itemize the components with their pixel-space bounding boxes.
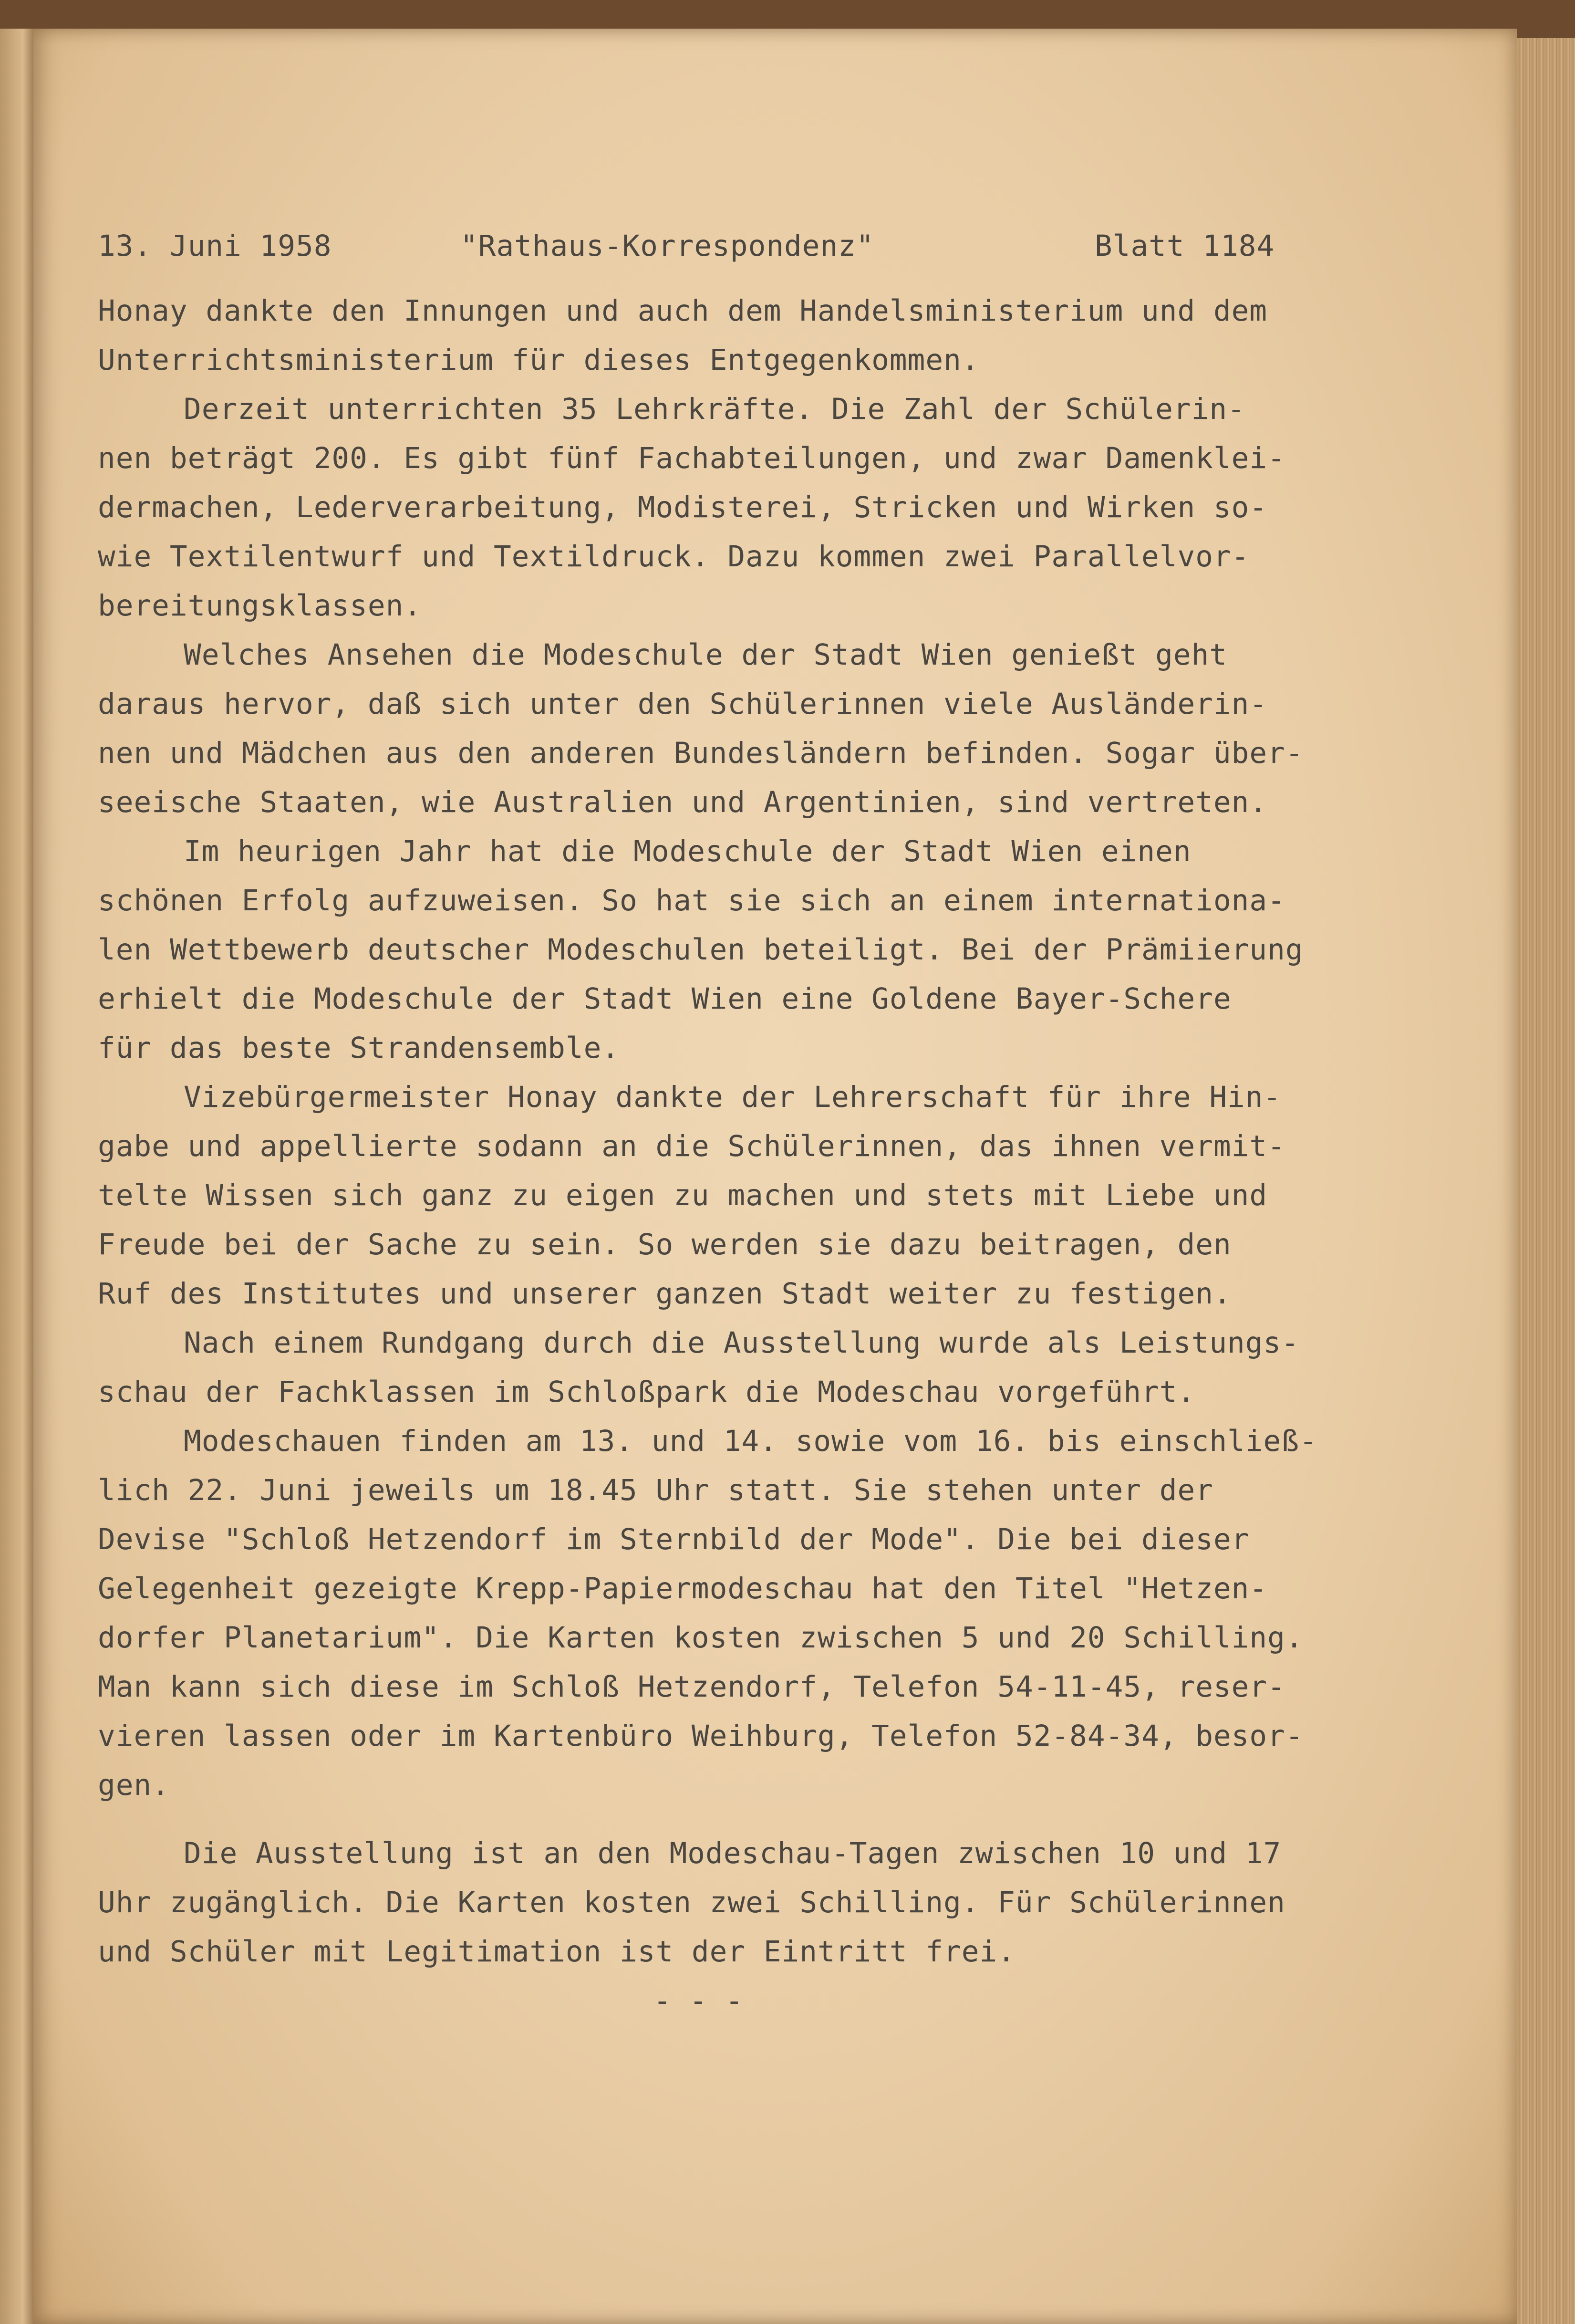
- text-line: Modeschauen finden am 13. und 14. sowie vom 16. bis einschließ-: [184, 1424, 1317, 1458]
- text-line: dorfer Planetarium". Die Karten kosten zwischen 5 und 20 Schilling.: [98, 1621, 1304, 1655]
- page-header: [98, 229, 1424, 277]
- text-line: Im heurigen Jahr hat die Modeschule der Stadt Wien einen: [184, 834, 1192, 868]
- text-line: Honay dankte den Innungen und auch dem Handelsministerium und dem: [98, 294, 1268, 328]
- text-line: lich 22. Juni jeweils um 18.45 Uhr statt. Sie stehen unter der: [98, 1473, 1213, 1507]
- end-mark: - - -: [653, 1984, 744, 2018]
- text-line: nen und Mädchen aus den anderen Bundesländern befinden. Sogar über-: [98, 736, 1304, 770]
- text-line: Nach einem Rundgang durch die Ausstellung wurde als Leistungs-: [184, 1326, 1299, 1360]
- text-line: len Wettbewerb deutscher Modeschulen beteiligt. Bei der Prämiierung: [98, 933, 1304, 967]
- header-sheet-number: Blatt 1184: [1095, 229, 1275, 263]
- text-line: bereitungsklassen.: [98, 589, 422, 623]
- page-stack-edge: [1517, 38, 1575, 2324]
- paragraph-gap: [98, 1810, 1424, 1829]
- text-line: und Schüler mit Legitimation ist der Eintritt frei.: [98, 1935, 1015, 1969]
- text-line: daraus hervor, daß sich unter den Schülerinnen viele Ausländerin-: [98, 687, 1268, 721]
- text-line: Freude bei der Sache zu sein. So werden sie dazu beitragen, den: [98, 1228, 1232, 1261]
- typed-text-block: [98, 229, 1424, 2025]
- text-line: Unterrichtsministerium für dieses Entgegenkommen.: [98, 343, 980, 377]
- text-line: Vizebürgermeister Honay dankte der Lehrerschaft für ihre Hin-: [184, 1080, 1282, 1114]
- text-line: Die Ausstellung ist an den Modeschau-Tagen zwischen 10 und 17: [184, 1836, 1282, 1870]
- text-line: Gelegenheit gezeigte Krepp-Papiermodeschau hat den Titel "Hetzen-: [98, 1572, 1268, 1605]
- text-line: seeische Staaten, wie Australien und Argentinien, sind vertreten.: [98, 785, 1268, 819]
- text-line: wie Textilentwurf und Textildruck. Dazu kommen zwei Parallelvor-: [98, 540, 1250, 573]
- text-line: gen.: [98, 1768, 170, 1802]
- text-line: gabe und appellierte sodann an die Schülerinnen, das ihnen vermit-: [98, 1129, 1285, 1163]
- text-line: telte Wissen sich ganz zu eigen zu machen und stets mit Liebe und: [98, 1178, 1268, 1212]
- text-line: Man kann sich diese im Schloß Hetzendorf, Telefon 54-11-45, reser-: [98, 1670, 1285, 1704]
- text-line: für das beste Strandensemble.: [98, 1031, 620, 1065]
- text-line: erhielt die Modeschule der Stadt Wien eine Goldene Bayer-Schere: [98, 982, 1232, 1016]
- text-line: nen beträgt 200. Es gibt fünf Fachabteilungen, und zwar Damenklei-: [98, 441, 1285, 475]
- text-line: schau der Fachklassen im Schloßpark die Modeschau vorgeführt.: [98, 1375, 1196, 1409]
- text-line: schönen Erfolg aufzuweisen. So hat sie sich an einem internationa-: [98, 884, 1285, 917]
- header-date: 13. Juni 1958: [98, 229, 332, 263]
- text-line: Uhr zugänglich. Die Karten kosten zwei Schilling. Für Schülerinnen: [98, 1886, 1285, 1919]
- text-line: Devise "Schloß Hetzendorf im Sternbild der Mode". Die bei dieser: [98, 1522, 1250, 1556]
- header-title: "Rathaus-Korrespondenz": [460, 229, 874, 263]
- text-line: Welches Ansehen die Modeschule der Stadt Wien genießt geht: [184, 638, 1228, 672]
- text-line: vieren lassen oder im Kartenbüro Weihburg, Telefon 52-84-34, besor-: [98, 1719, 1304, 1753]
- text-line: Ruf des Institutes und unserer ganzen Stadt weiter zu festigen.: [98, 1277, 1232, 1311]
- text-line: dermachen, Lederverarbeitung, Modisterei, Stricken und Wirken so-: [98, 490, 1268, 524]
- text-line: Derzeit unterrichten 35 Lehrkräfte. Die Zahl der Schülerin-: [184, 392, 1245, 426]
